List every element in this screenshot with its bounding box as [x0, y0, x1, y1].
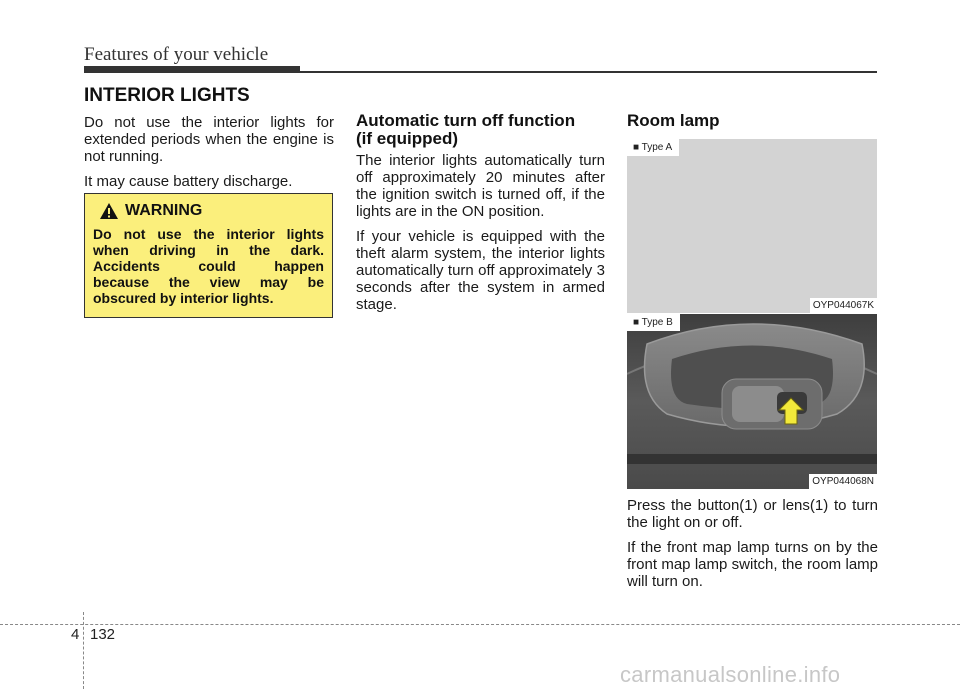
section-title: INTERIOR LIGHTS [84, 85, 250, 106]
warning-triangle-icon [99, 202, 119, 220]
footer-vertical-divider [83, 612, 84, 689]
watermark: carmanualsonline.info [620, 662, 841, 687]
paragraph: If your vehicle is equipped with the theft alarm system, the interior lights automatically turn off approximately 3 seconds after the system in armed stage. [356, 228, 605, 313]
warning-box [84, 193, 333, 318]
warning-title: WARNING [125, 202, 203, 219]
warning-header [99, 202, 324, 220]
auto-off-heading-line: Automatic turn off function [356, 111, 576, 130]
column-3-text [627, 497, 878, 598]
photo-code: OYP044067K [810, 298, 877, 313]
warning-body [93, 226, 324, 306]
paragraph: It may cause battery discharge. [84, 173, 293, 190]
photo-type-a [627, 139, 877, 313]
paragraph: If the front map lamp turns on by the front map lamp switch, the room lamp will turn on. [627, 539, 878, 590]
auto-off-heading [356, 112, 606, 148]
paragraph: Press the button(1) or lens(1) to turn the light on or off. [627, 497, 878, 531]
photo-label: ■ Type B [627, 314, 680, 331]
footer-divider [0, 624, 960, 625]
warning-line: because the view may be [93, 274, 324, 290]
photo-type-b [627, 314, 877, 489]
paragraph: The interior lights automatically turn off approximately 20 minutes after the ignition switch is turned off, if the lights are in the ON position. [356, 152, 605, 220]
header-bar-thin [84, 71, 877, 73]
warning-line: Accidents could happen [93, 258, 324, 274]
photo-code: OYP044068N [809, 474, 877, 489]
photo-label: ■ Type A [627, 139, 679, 156]
page-number: 132 [90, 626, 116, 643]
column-1-text [84, 114, 334, 198]
room-lamp-illustration [627, 314, 877, 489]
warning-line: obscured by interior lights. [93, 290, 274, 306]
warning-line: when driving in the dark. [93, 242, 324, 258]
header-title: Features of your vehicle [84, 44, 269, 65]
column-2-text [356, 152, 605, 321]
auto-off-heading-line: (if equipped) [356, 129, 458, 148]
room-lamp-heading: Room lamp [627, 111, 720, 130]
warning-line: Do not use the interior lights [93, 226, 324, 242]
chapter-number: 4 [71, 626, 80, 643]
paragraph: Do not use the interior lights for extended periods when the engine is not running. [84, 114, 334, 165]
